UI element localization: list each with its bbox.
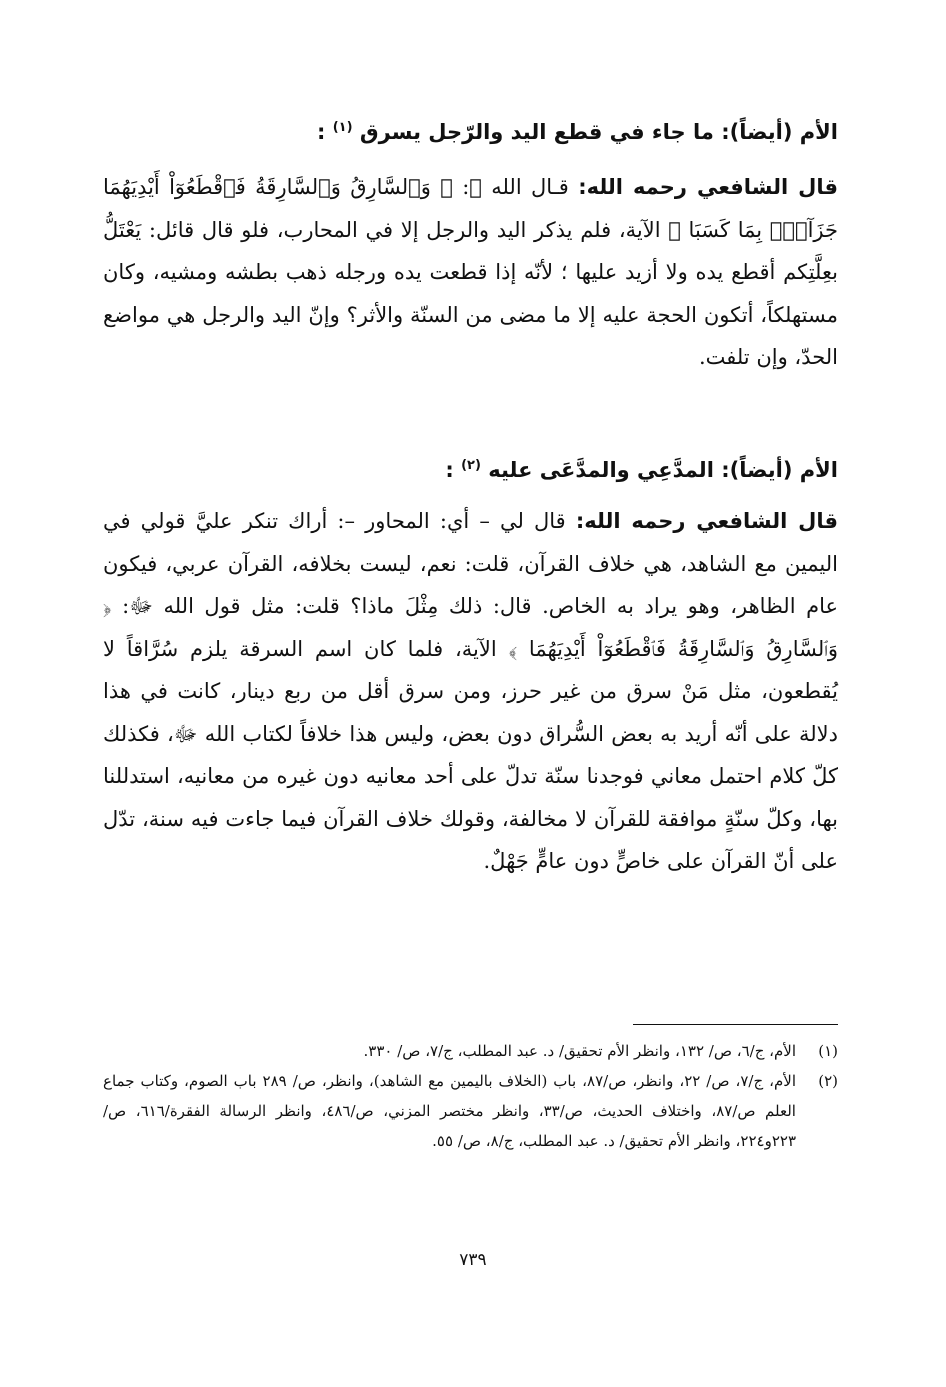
- paragraph-2: [103, 500, 838, 883]
- footnote-2-text: الأم، ج/٧، ص/ ٢٢، وانظر، ص/٨٧، باب (الخلاف باليمين مع الشاهد)، وانظر، ص/ ٢٨٩ باب الصوم، وكتاب جماع العلم ص/٨٧، واختلاف الحديث، ص/٣٣، وانظر مختصر المزني، ص/٤٨٦، وانظر الرسالة الفقرة/٦١٦، ص/٢٢٣و٢٢٤، وانظر الأم تحقيق/ د. عبد المطلب، ج/٨، ص/ ٥٥.: [103, 1072, 796, 1150]
- footnote-1-text: الأم، ج/٦، ص/ ١٣٢، وانظر الأم تحقيق/ د. عبد المطلب، ج/٧، ص/ ٣٣٠.: [363, 1042, 796, 1060]
- footnote-ref-2: (٢): [461, 458, 481, 473]
- paragraph-1-text: قـال الله ﷻ: ﴿ وَٱلسَّارِقُ وَٱلسَّارِقَةُ فَٱقْطَعُوٓاْ أَيْدِيَهُمَا جَزَآءَۢ بِمَا كَسَبَا ﴾ الآية، فلم يذكر اليد والرجل إلا في المحارب، فلو قال قائل: يَعْتَلُّ بعِلَّتِكم أقطع يده ولا أزيد عليها ؛ لأنّه إذا قطعت يده ورجله ذهب بطشه ومشيه، وكان مستهلكاً، أتكون الحجة عليه إلا ما مضى من السنّة والأثر؟ وإنّ اليد والرجل هي مواضع الحدّ، وإن تلفت.: [103, 175, 838, 369]
- paragraph-2-text: قال لي – أي: المحاور –: أراك تنكر عليَّ قولي في اليمين مع الشاهد، هي خلاف القرآن، قلت: نعم، ليست بخلافه، القرآن عربي، فيكون عام الظاهر، وهو يراد به الخاص. قال: ذلك مِثْلَ ماذا؟ قلت: مثل قول الله ﷻ: ﴿ وَٱلسَّارِقُ وَٱلسَّارِقَةُ فَٱقْطَعُوٓاْ أَيْدِيَهُمَا ﴾ الآية، فلما كان اسم السرقة يلزم سُرَّاقاً لا يُقطعون، مثل مَنْ سرق من غير حرز، ومن سرق أقل من ربع دينار، كانت في هذا دلالة على أنّه أريد به بعض السُّراق دون بعض، وليس هذا خلافاً لكتاب الله ﷻ، فكذلك كلّ كلام احتمل معاني فوجدنا سنّة تدلّ على أحد معانيه دون غيره من معانيه، استدللنا بها، وكلّ سنّةٍ موافقة للقرآن لا مخالفة، وقولك خلاف القرآن فيما جاءت فيه سنة، تدّل على أنّ القرآن على خاصٍّ دون عامٍّ جَهْلٌ.: [103, 509, 838, 873]
- footnote-1-number: (١): [818, 1042, 838, 1060]
- footnote-1: [103, 1036, 838, 1066]
- footnote-2-number: (٢): [818, 1072, 838, 1090]
- section-heading-2-text: الأم (أيضاً): المدَّعِي والمدَّعَى عليه: [488, 458, 838, 482]
- footnote-separator: [633, 1024, 838, 1025]
- paragraph-1: [103, 166, 838, 379]
- section-heading-1-text: الأم (أيضاً): ما جاء في قطع اليد والرّجل يسرق: [359, 120, 838, 144]
- paragraph-2-speaker: قال الشافعي رحمه الله:: [575, 509, 839, 533]
- section-heading-1: [98, 113, 838, 147]
- footnote-ref-1: (١): [332, 120, 353, 135]
- footnotes: [103, 1036, 838, 1156]
- footnote-2: [103, 1066, 838, 1156]
- section-heading-2: [98, 451, 838, 485]
- paragraph-1-speaker: قال الشافعي رحمه الله:: [578, 175, 838, 199]
- page-number: ٧٣٩: [459, 1250, 487, 1270]
- section-heading-1-colon: :: [317, 120, 326, 144]
- section-heading-2-colon: :: [445, 458, 454, 482]
